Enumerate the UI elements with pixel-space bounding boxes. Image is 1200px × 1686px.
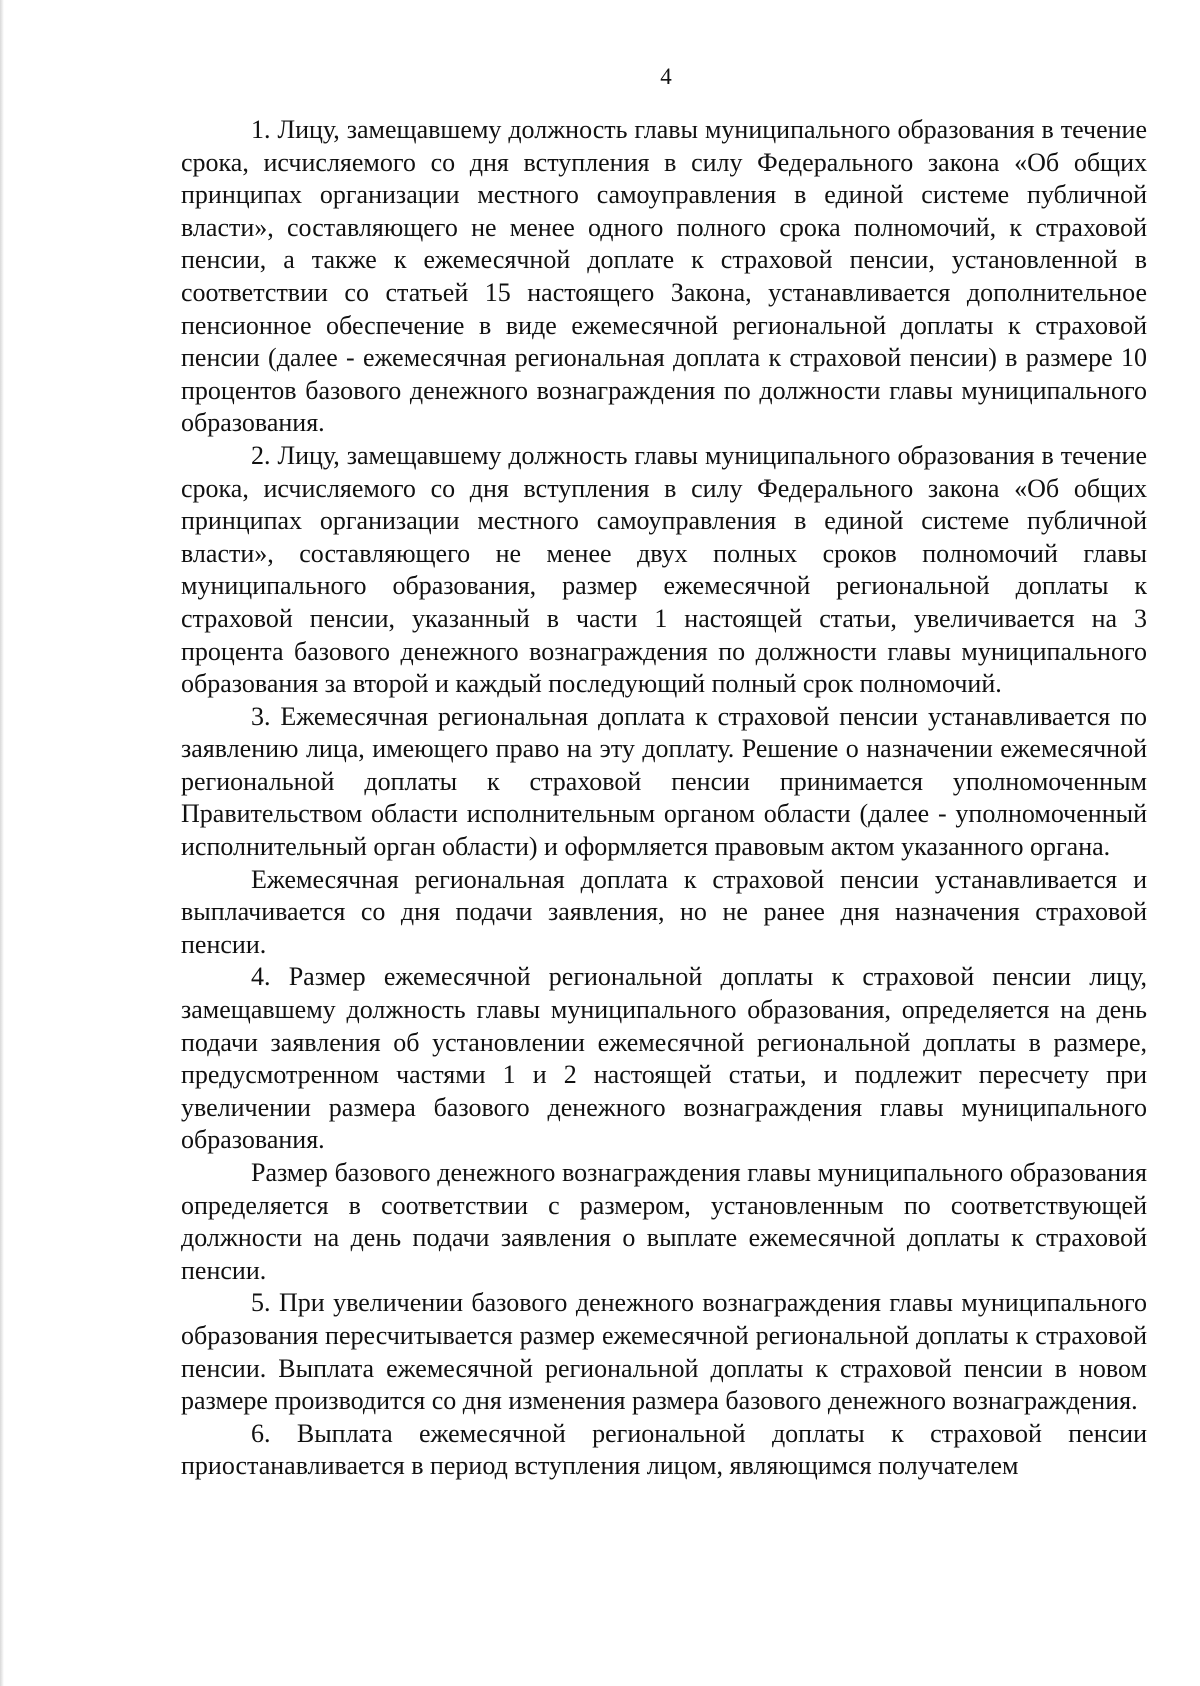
paragraph-4: 4. Размер ежемесячной региональной доплаты к страховой пенсии лицу, замещавшему должность главы муниципального образования, определяется на день подачи заявления об установлении ежемесячной региональной доплаты в размере, предусмотренном частями 1 и 2 настоящей статьи, и подлежит пересчету при увеличении размера базового денежного вознаграждения главы муниципального образования.	[181, 962, 1147, 1155]
paragraph-3-continued: Ежемесячная региональная доплата к страховой пенсии устанавливается и выплачивается со дня подачи заявления, но не ранее дня назначения страховой пенсии.	[181, 864, 1147, 959]
paragraph-4-continued: Размер базового денежного вознаграждения главы муниципального образования определяется в соответствии с размером, установленным по соответствующей должности на день подачи заявления о выплате ежемесячной доплаты к страховой пенсии.	[181, 1158, 1147, 1285]
paragraph-3: 3. Ежемесячная региональная доплата к страховой пенсии устанавливается по заявлению лица, имеющего право на эту доплату. Решение о назначении ежемесячной региональной доплаты к страховой пенсии принимается уполномоченным Правительством области исполнительным органом области (далее - уполномоченный исполнительный орган области) и оформляется правовым актом указанного органа.	[181, 701, 1147, 862]
document-body	[181, 114, 1147, 1483]
paragraph-1: 1. Лицу, замещавшему должность главы муниципального образования в течение срока, исчисляемого со дня вступления в силу Федерального закона «Об общих принципах организации местного самоуправления в единой системе публичной власти», составляющего не менее одного полного срока полномочий, к страховой пенсии, а также к ежемесячной доплате к страховой пенсии, установленной в соответствии со статьей 15 настоящего Закона, устанавливается дополнительное пенсионное обеспечение в виде ежемесячной региональной доплаты к страховой пенсии (далее - ежемесячная региональная доплата к страховой пенсии) в размере 10 процентов базового денежного вознаграждения по должности главы муниципального образования.	[181, 115, 1147, 438]
paragraph-5: 5. При увеличении базового денежного вознаграждения главы муниципального образования пересчитывается размер ежемесячной региональной доплаты к страховой пенсии. Выплата ежемесячной региональной доплаты к страховой пенсии в новом размере производится со дня изменения размера базового денежного вознаграждения.	[181, 1288, 1147, 1416]
page-number: 4	[660, 64, 672, 89]
page-edge	[0, 0, 4, 1686]
paragraph-2: 2. Лицу, замещавшему должность главы муниципального образования в течение срока, исчисляемого со дня вступления в силу Федерального закона «Об общих принципах организации местного самоуправления в единой системе публичной власти», составляющего не менее двух полных сроков полномочий главы муниципального образования, размер ежемесячной региональной доплаты к страховой пенсии, указанный в части 1 настоящей статьи, увеличивается на 3 процента базового денежного вознаграждения по должности главы муниципального образования за второй и каждый последующий полный срок полномочий.	[181, 440, 1147, 699]
paragraph-6: 6. Выплата ежемесячной региональной доплаты к страховой пенсии приостанавливается в период вступления лицом, являющимся получателем	[181, 1418, 1147, 1481]
